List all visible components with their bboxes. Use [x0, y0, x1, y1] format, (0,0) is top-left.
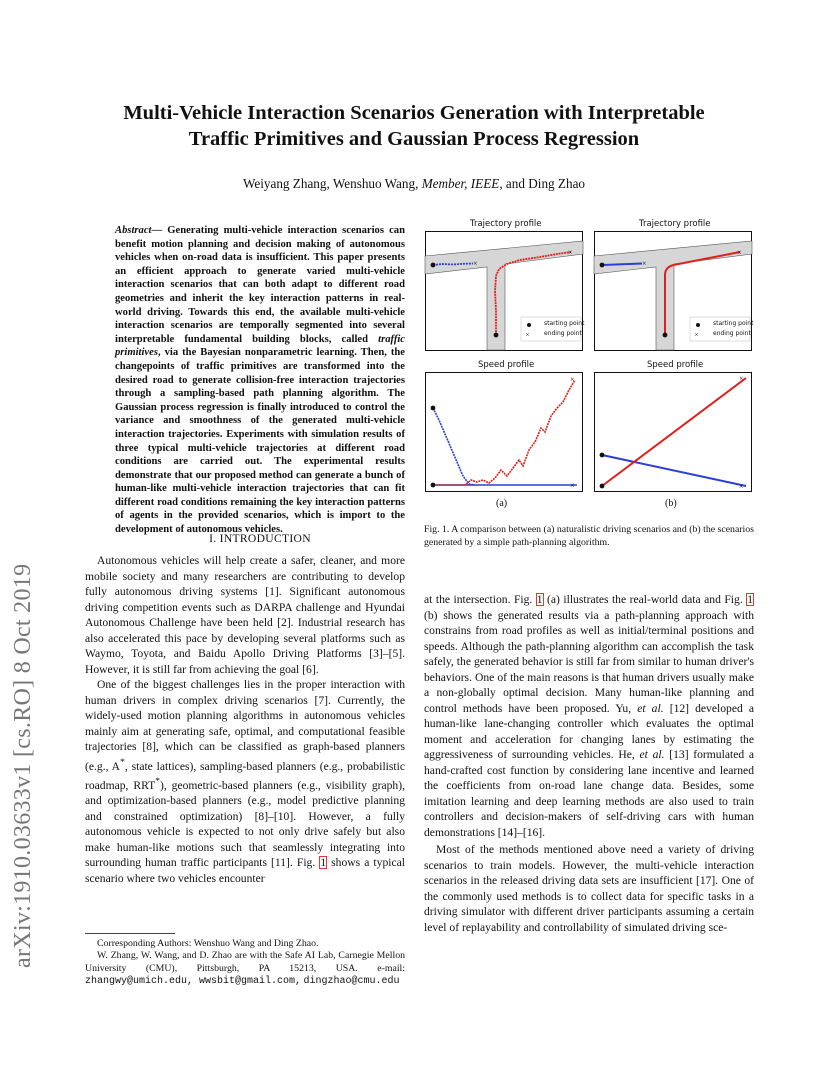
svg-text:×: × — [570, 481, 575, 490]
footnote-affiliation — [85, 950, 405, 988]
right-p1-part-c: (b) shows the generated results via a path-planning approach with constrains from road profiles as well as initial/terminal positions and speeds. Although the path-planning algorithm can accomplish the task safely, the generated behavior is still far from similar to human driver's behaviors. One of the main reasons is that human drivers usually make a non-globally optimal decision. Many human-like planning and control methods have been proposed. Yu, — [424, 608, 754, 715]
svg-text:×: × — [570, 375, 575, 384]
star-superscript: * — [155, 775, 161, 787]
legend-end-a: ending point — [544, 330, 582, 337]
abstract-text-2: , via the Bayesian nonparametric learning. Then, the changepoints of traffic primitives are transformed into the desired road to generate collision-free interaction trajectories through a sampling-based path planning algorithm. The Gaussian process regression is finally introduced to control the variance and smoothness of the generated multi-vehicle interaction trajectories. Experiments with simulation results of three typical multi-vehicle trajectories at different road conditions are carried out. The experimental results demonstrate that our proposed method can generate a bunch of human-like multi-vehicle interaction trajectories that can fit different road conditions remaining the key interaction patterns of agents in the provided scenarios, which is import to the development of autonomous vehicles. — [115, 347, 405, 536]
paper-title — [60, 100, 768, 152]
title-line-1: Multi-Vehicle Interaction Scenarios Generation with Interpretable — [123, 102, 705, 124]
svg-text:×: × — [694, 331, 699, 339]
introduction-left-column — [85, 553, 405, 886]
abstract-lead: Abstract — [115, 225, 152, 236]
speed-plot-b — [594, 372, 752, 492]
subfigure-label-b: (b) — [665, 498, 677, 509]
star-superscript: * — [120, 756, 125, 768]
author-list — [60, 176, 768, 192]
svg-text:×: × — [568, 248, 573, 257]
footnote-corresponding: Corresponding Authors: Wenshuo Wang and Ding Zhao. — [97, 938, 319, 949]
subfigure-label-a: (a) — [496, 498, 508, 509]
right-p1-part-b: (a) illustrates the real-world data and Fig. — [543, 593, 747, 606]
figure-reference-link[interactable]: 1 — [747, 593, 753, 606]
legend-start-a: starting point — [544, 320, 585, 327]
svg-text:×: × — [737, 248, 742, 257]
footnote-affil-text: W. Zhang, W. Wang, and D. Zhao are with the Safe AI Lab, Carnegie Mellon University (CMU), Pittsburgh, PA 15213, USA. e-mail: — [85, 950, 405, 974]
footnote-emails-1[interactable]: zhangwy@umich.edu, wwsbit@gmail.com, — [85, 976, 302, 988]
right-paragraph-1 — [424, 592, 754, 840]
svg-text:×: × — [739, 482, 744, 491]
author-rest: , and Ding Zhao — [499, 176, 586, 191]
figure-reference-link[interactable]: 1 — [536, 593, 543, 606]
intro-paragraph-2 — [85, 677, 405, 886]
abstract-text-1: Generating multi-vehicle interaction scenarios can benefit motion planning and decision making of autonomous vehicles when on-road data is insufficient. This paper presents an efficient approach to generate varied multi-vehicle interaction scenarios that can both adapt to different road geometries and inherit the key interaction patterns in real-world driving. Towards this end, the available multi-vehicle interaction scenarios are temporally segmented into several interpretable fundamental building blocks, called — [115, 225, 405, 345]
right-p1-part-e: [13] formulated a hand-crafted cost function by considering lane incentive and learned the coefficients from on-road lane change data. Besides, some imitation learning and deep learning methods are also used to train controllers and decision-makers of self-driving cars with human demonstrations [14]–[16]. — [424, 748, 754, 839]
footnote — [85, 938, 405, 989]
speed-plot-a — [425, 372, 583, 492]
start-point-red-a — [494, 333, 499, 338]
abstract-dash: — — [151, 225, 168, 236]
intro-p2-part-c: ), geometric-based planners (e.g., visibility graph), and optimization-based planners (e.g., model predictive planning and constrained optimization) [8]–[10]. However, a fully autonomous vehicle is expected to not only drive safely but also make human-like motions such that seamlessly integrating into surrounding human traffic participants [11]. Fig. — [85, 778, 405, 870]
right-p1-part-a: at the intersection. Fig. — [424, 593, 536, 606]
legend-start-b: starting point — [713, 320, 754, 327]
figure-reference-link[interactable]: 1 — [320, 856, 327, 870]
figure-caption: Fig. 1. A comparison between (a) naturalistic driving scenarios and (b) the scenarios generated by a simple path-planning algorithm. — [424, 524, 754, 548]
svg-text:×: × — [473, 259, 478, 268]
svg-text:×: × — [525, 331, 530, 339]
footnote-divider — [85, 933, 175, 934]
footnote-emails-2[interactable]: dingzhao@cmu.edu — [303, 976, 400, 988]
traj-title-a: Trajectory profile — [470, 219, 542, 229]
abstract-emphasis: traffic primitives — [115, 333, 405, 359]
author-membership: Member, IEEE — [421, 176, 500, 191]
arxiv-identifier: arXiv:1910.03633v1 [cs.RO] 8 Oct 2019 — [10, 563, 36, 968]
intro-p2-part-d: shows a typical scenario where two vehicles encounter — [85, 856, 405, 885]
introduction-right-column — [424, 592, 754, 935]
start-point-blue-a — [431, 263, 436, 268]
abstract — [115, 224, 405, 537]
legend-end-b: ending point — [713, 330, 751, 337]
title-line-2: Traffic Primitives and Gaussian Process Regression — [188, 128, 640, 150]
intro-paragraph-1: Autonomous vehicles will help create a safer, cleaner, and more mobile society and many researchers are contributing to develop fully autonomous driving systems [1]. Significant autonomous driving competition events such as DARPA challenge and Hyundai Autonomous Challenge have been held [2]. Industrial research has also accelerated this pace by developing several platforms such as Waymo, Toyota, and Baidu Apollo Driving Platforms [3]–[5]. However, it is still far from achieving the goal [6]. — [85, 554, 405, 676]
et-al: et al. — [639, 748, 665, 761]
traj-title-b: Trajectory profile — [639, 219, 711, 229]
author-names: Weiyang Zhang, Wenshuo Wang, — [242, 176, 419, 191]
section-heading-introduction: I. INTRODUCTION — [209, 532, 311, 545]
intro-p2-part-a: One of the biggest challenges lies in the proper interaction with human drivers in complex driving scenarios [7]. Currently, the widely-used motion planning algorithms in autonomous vehicles mainly aim at generating safe, optimal, and computational feasible trajectories [8], which can be classified as graph-based planners (e.g., A — [85, 678, 405, 773]
intro-p2-part-b: , state lattices), sampling-based planners (e.g., probabilistic roadmap, RRT — [85, 759, 405, 792]
svg-text:×: × — [739, 374, 744, 383]
right-paragraph-2: Most of the methods mentioned above need a variety of driving scenarios to train models. However, the multi-vehicle interaction scenarios in the released driving data sets are insufficient [17]. One of the commonly used methods is to collect data for specific tasks in a driving simulator with different driver participants assuming a certain level of replayability and controllability of simulated driving sce- — [424, 843, 754, 934]
svg-text:×: × — [642, 259, 647, 268]
et-al: et al. — [637, 701, 664, 715]
right-p1-part-d: [12] developed a human-like lane-changing controller which evaluates the optimal moment and acceleration for changing lanes by estimating the aggressiveness of surrounding vehicles. He, — [424, 701, 754, 761]
speed-title-a: Speed profile — [478, 360, 535, 370]
speed-title-b: Speed profile — [647, 360, 704, 370]
